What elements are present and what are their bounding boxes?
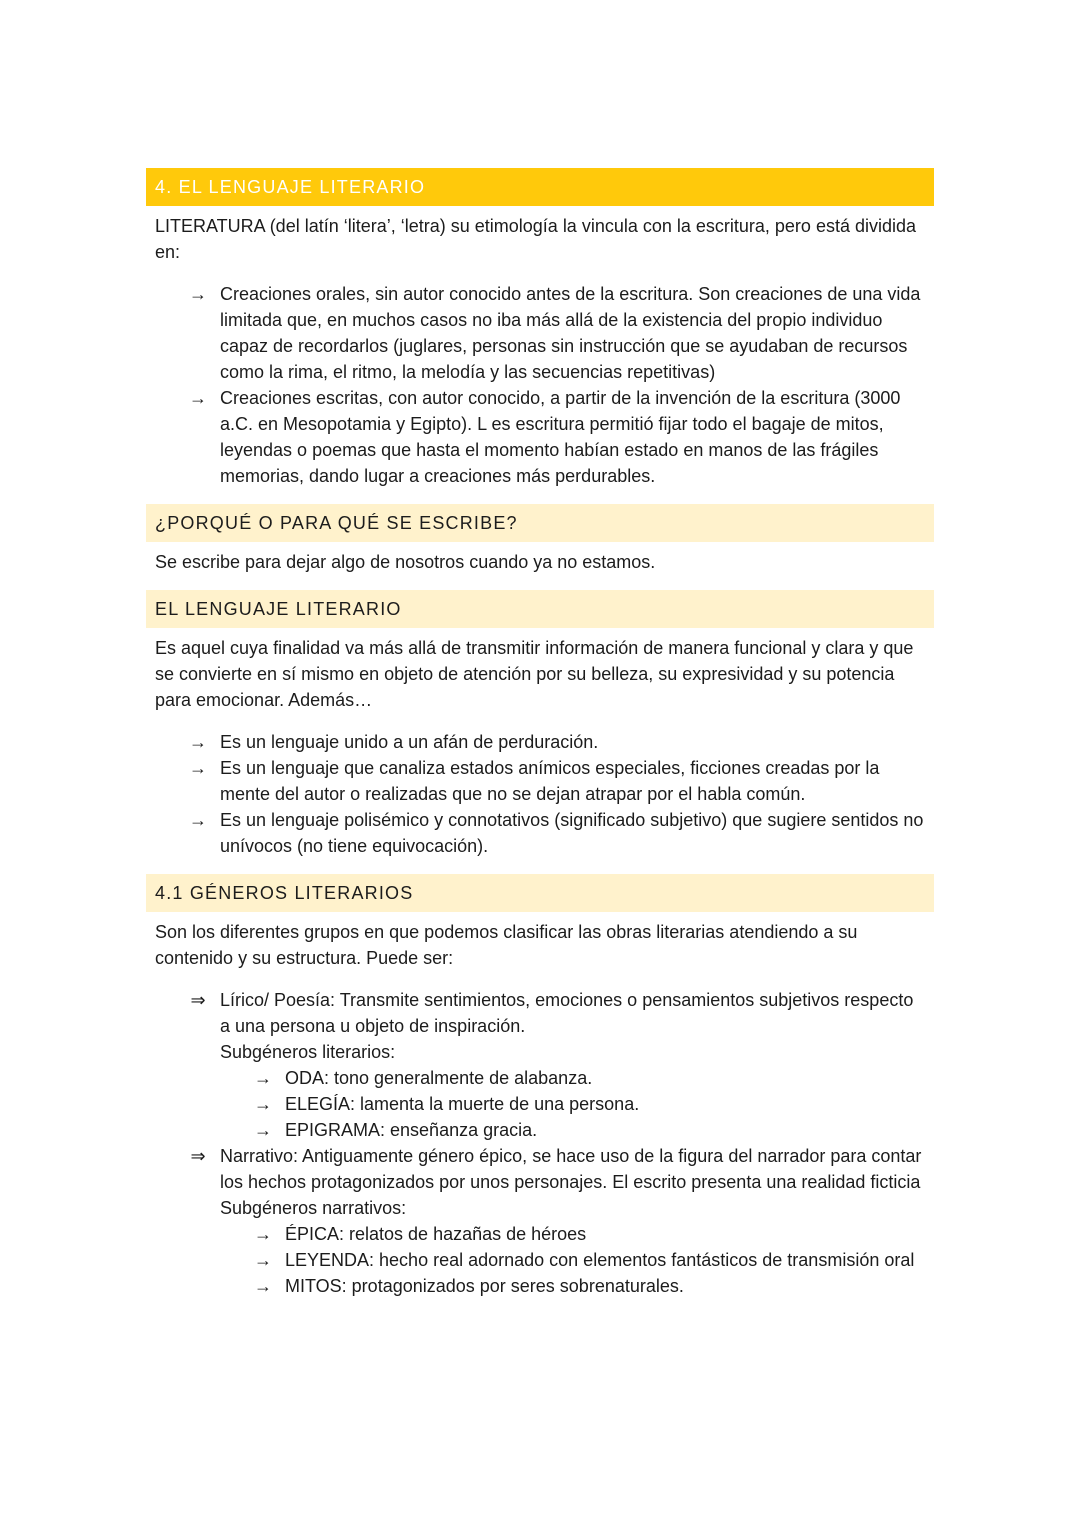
generos-intro: Son los diferentes grupos en que podemos clasificar las obras literarias atendiendo a su contenido y su estructura. Puede ser: <box>155 922 858 968</box>
subgenres-list <box>146 1221 926 1299</box>
section-heading-porque-escribe: ¿PORQUÉ O PARA QUÉ SE ESCRIBE? <box>146 504 934 542</box>
list-item: → Es un lenguaje unido a un afán de perduración. <box>146 729 934 755</box>
list-item: → Creaciones escritas, con autor conocido, a partir de la invención de la escritura (3000 a.C. en Mesopotamia y Egipto). L es escritura permitió fijar todo el bagaje de mitos, leyendas o poemas que hasta el momento habían estado en manos de las frágiles memorias, dando lugar a creaciones más perdurables. <box>146 385 934 489</box>
subgenre-label: Subgéneros literarios: <box>220 1042 396 1062</box>
document-page <box>146 168 934 1299</box>
list-item: → ÉPICA: relatos de hazañas de héroes <box>146 1221 926 1247</box>
arrow-icon: → <box>254 1068 272 1088</box>
double-arrow-icon: ⇒ <box>190 990 206 1010</box>
porque-escribe-text: Se escribe para dejar algo de nosotros cuando ya no estamos. <box>155 552 656 572</box>
subgenre-label: Subgéneros narrativos: <box>220 1198 407 1218</box>
list-item: → ELEGÍA: lamenta la muerte de una persona. <box>146 1091 926 1117</box>
arrow-icon: → <box>189 388 207 408</box>
generos-list <box>146 987 934 1299</box>
arrow-icon: → <box>189 284 207 304</box>
lenguaje-features-list <box>146 729 934 859</box>
section-heading-lenguaje-literario: 4. EL LENGUAJE LITERARIO <box>146 168 934 206</box>
genre-item-narrativo: ⇒ Narrativo: Antiguamente género épico, se hace uso de la figura del narrador para contar los hechos protagonizados por unos personajes. El escrito presenta una realidad ficticia Subgéneros narrativos: → ÉPICA: relatos de hazañas de héroes → LEYENDA: hecho real adornado con elementos fantásticos de transmisión oral → MITOS: protagonizados por seres sobrenaturales. <box>146 1143 934 1299</box>
arrow-icon: → <box>254 1276 272 1296</box>
list-item: → ODA: tono generalmente de alabanza. <box>146 1065 926 1091</box>
subgenres-list <box>146 1065 926 1143</box>
list-item: → Es un lenguaje que canaliza estados anímicos especiales, ficciones creadas por la mente del autor o realizadas que no se dejan atrapar por el habla común. <box>146 755 934 807</box>
list-item: → Es un lenguaje polisémico y connotativos (significado subjetivo) que sugiere sentidos no unívocos (no tiene equivocación). <box>146 807 934 859</box>
arrow-icon: → <box>254 1224 272 1244</box>
arrow-icon: → <box>189 732 207 752</box>
literatura-intro: LITERATURA (del latín ‘litera’, ‘letra) su etimología la vincula con la escritura, pero está dividida en: <box>155 216 917 262</box>
arrow-icon: → <box>254 1094 272 1114</box>
list-item: → LEYENDA: hecho real adornado con elementos fantásticos de transmisión oral <box>146 1247 926 1273</box>
section-heading-el-lenguaje-literario: EL LENGUAJE LITERARIO <box>146 590 934 628</box>
list-item: → MITOS: protagonizados por seres sobrenaturales. <box>146 1273 926 1299</box>
section-heading-generos-literarios: 4.1 GÉNEROS LITERARIOS <box>146 874 934 912</box>
arrow-icon: → <box>189 758 207 778</box>
creaciones-list <box>146 281 934 489</box>
lenguaje-intro: Es aquel cuya finalidad va más allá de transmitir información de manera funcional y clara y que se convierte en sí mismo en objeto de atención por su belleza, su expresividad y su potencia para emocionar. Además… <box>155 638 914 710</box>
double-arrow-icon: ⇒ <box>190 1146 206 1166</box>
arrow-icon: → <box>254 1120 272 1140</box>
list-item: → EPIGRAMA: enseñanza gracia. <box>146 1117 926 1143</box>
arrow-icon: → <box>189 810 207 830</box>
arrow-icon: → <box>254 1250 272 1270</box>
list-item: → Creaciones orales, sin autor conocido antes de la escritura. Son creaciones de una vida limitada que, en muchos casos no iba más allá de la existencia del propio individuo capaz de recordarlos (juglares, personas sin instrucción que se ayudaban de recursos como la rima, el ritmo, la melodía y las secuencias repetitivas) <box>146 281 934 385</box>
genre-item-lirico: ⇒ Lírico/ Poesía: Transmite sentimientos, emociones o pensamientos subjetivos respecto a una persona u objeto de inspiración. Subgéneros literarios: → ODA: tono generalmente de alabanza. → ELEGÍA: lamenta la muerte de una persona. → EPIGRAMA: enseñanza gracia. <box>146 987 934 1143</box>
